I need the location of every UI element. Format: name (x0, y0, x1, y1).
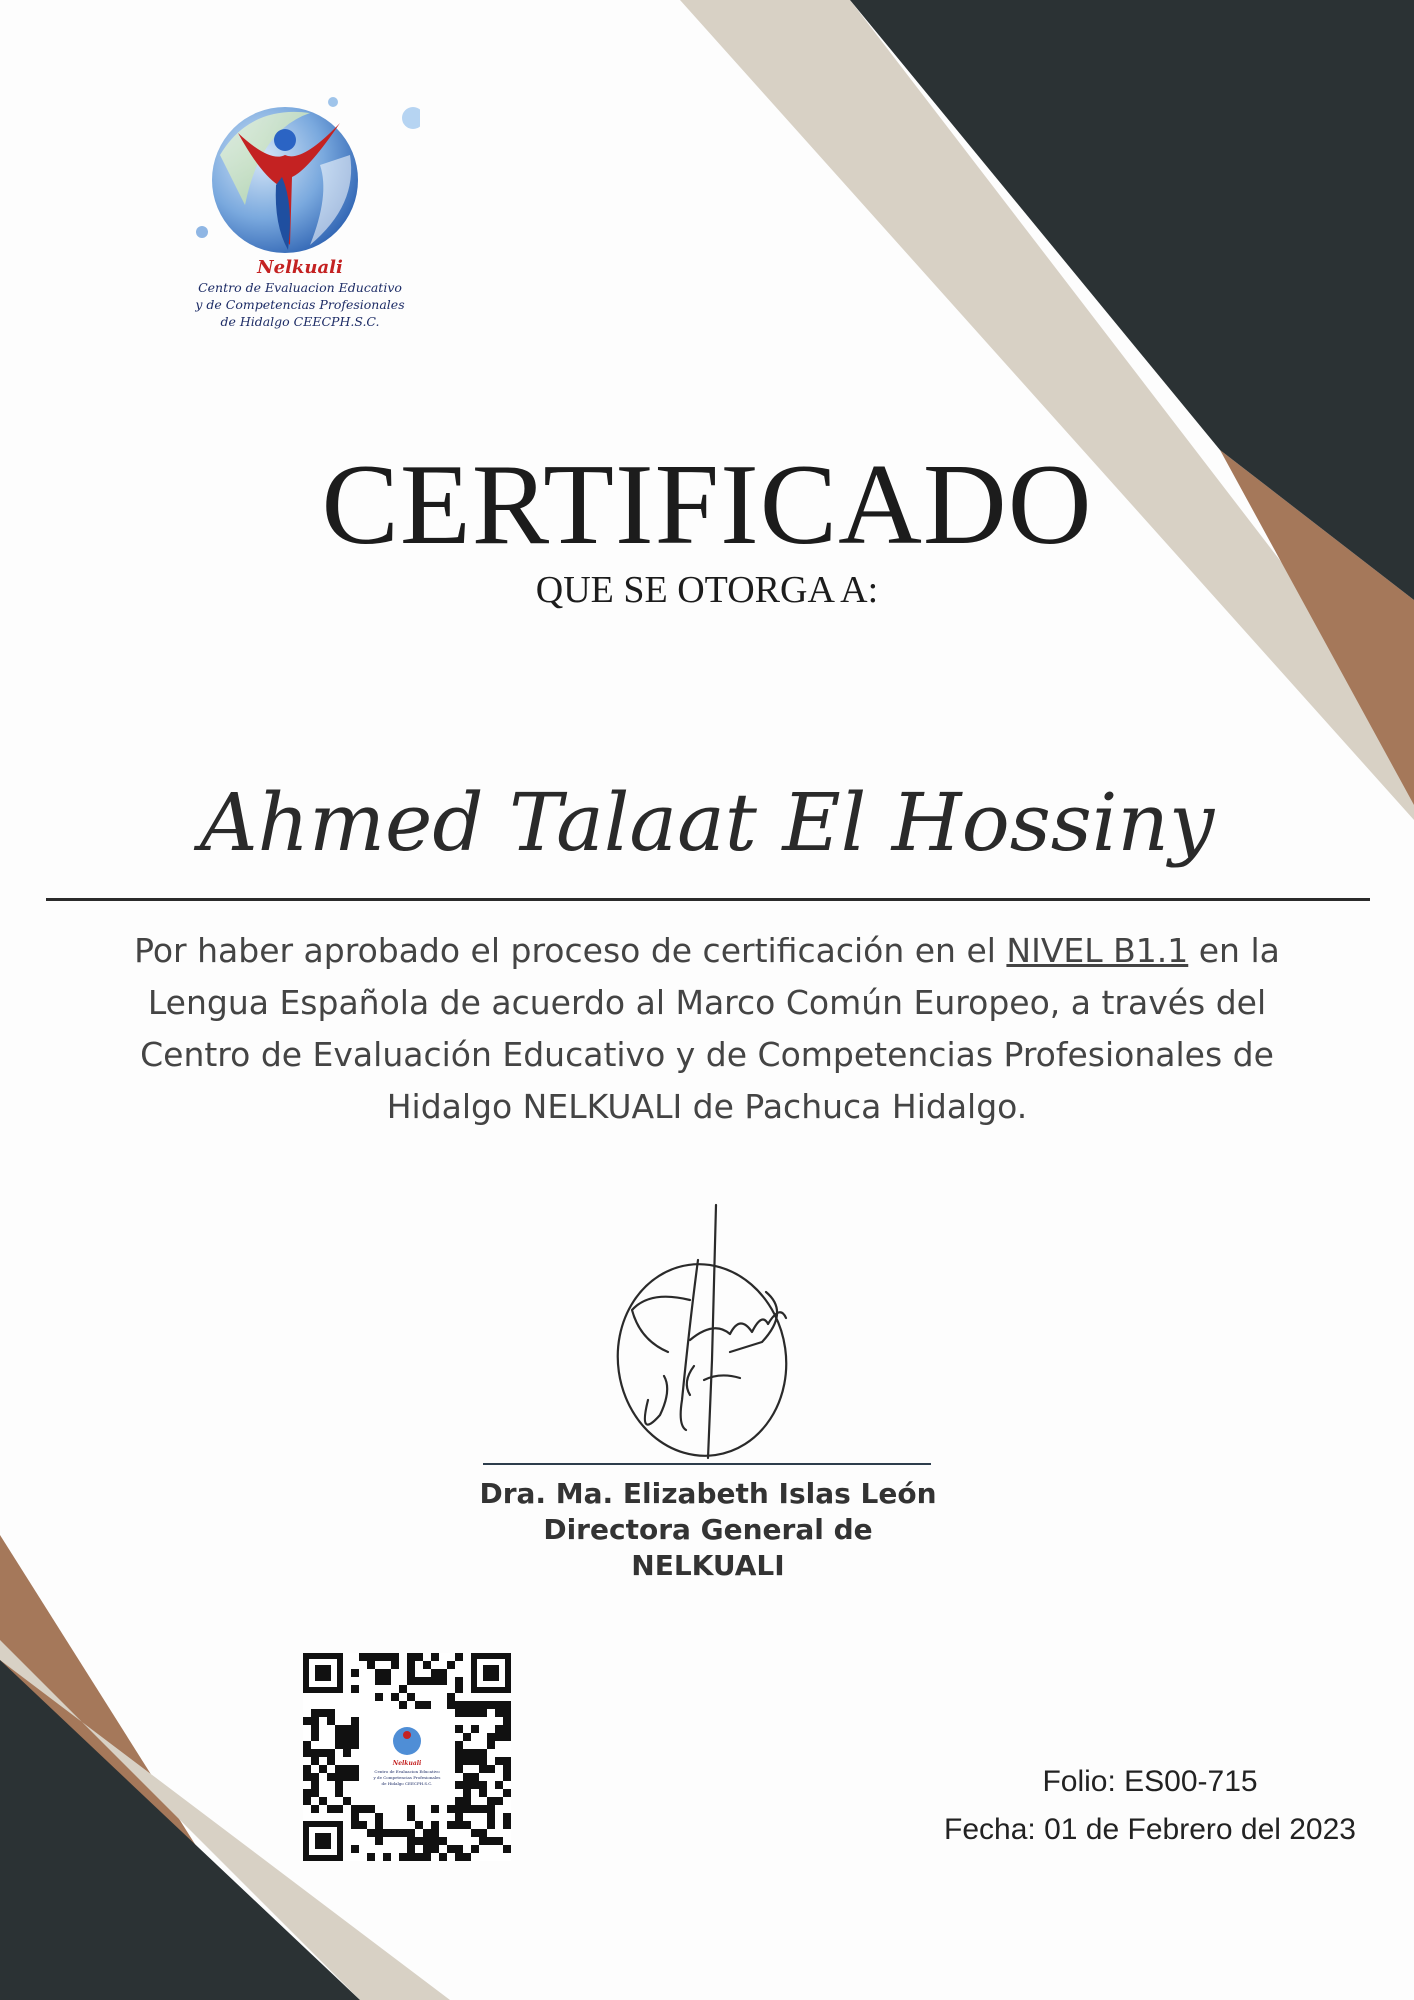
signer-block (400, 1476, 1016, 1584)
certification-level: NIVEL B1.1 (1006, 931, 1189, 970)
body-text-rest: en la Lengua Española de acuerdo al Marco Común Europeo, a través del Centro de Evaluación Educativo y de Competencias Profesionales de Hidalgo NELKUALI de Pachuca Hidalgo. (140, 931, 1280, 1126)
qr-finder-bottom-left (303, 1821, 343, 1861)
logo-line-3: de Hidalgo CEECPH.S.C. (220, 314, 380, 329)
logo-line-1: Centro de Evaluacion Educativo (198, 280, 402, 295)
certificate-title: CERTIFICADO (321, 441, 1093, 569)
signature-icon (590, 1200, 820, 1465)
signer-role-line-2: NELKUALI (631, 1549, 785, 1582)
qr-logo-line-1: Centro de Evaluacion Educativo (374, 1769, 440, 1774)
certificate-meta (944, 1758, 1356, 1854)
signature-line (483, 1463, 931, 1465)
qr-code-icon (303, 1653, 511, 1861)
recipient-underline (46, 898, 1370, 901)
recipient-name: Ahmed Talaat El Hossiny (199, 776, 1215, 869)
folio-number: Folio: ES00-715 (1042, 1765, 1258, 1798)
signer-role-line-1: Directora General de (543, 1513, 873, 1546)
qr-finder-top-right (471, 1653, 511, 1693)
qr-code (303, 1653, 511, 1861)
certificate-body (90, 925, 1324, 1133)
body-text-intro: Por haber aprobado el proceso de certificación en el (134, 931, 1007, 970)
signer-name: Dra. Ma. Elizabeth Islas León (479, 1477, 937, 1510)
logo-line-2: y de Competencias Profesionales (195, 297, 405, 312)
qr-logo-name: Nelkuali (392, 1760, 422, 1767)
logo-name: Nelkuali (257, 257, 343, 278)
issue-date: Fecha: 01 de Febrero del 2023 (944, 1813, 1356, 1846)
qr-finder-top-left (303, 1653, 343, 1693)
certificate-subtitle: QUE SE OTORGA A: (535, 569, 879, 611)
logo-caption (130, 257, 470, 330)
nelkuali-logo-icon (190, 85, 420, 260)
nelkuali-logo (130, 85, 470, 345)
qr-logo-line-3: de Hidalgo CEECPH.S.C. (381, 1781, 433, 1786)
qr-logo-line-2: y de Competencias Profesionales (373, 1775, 441, 1780)
